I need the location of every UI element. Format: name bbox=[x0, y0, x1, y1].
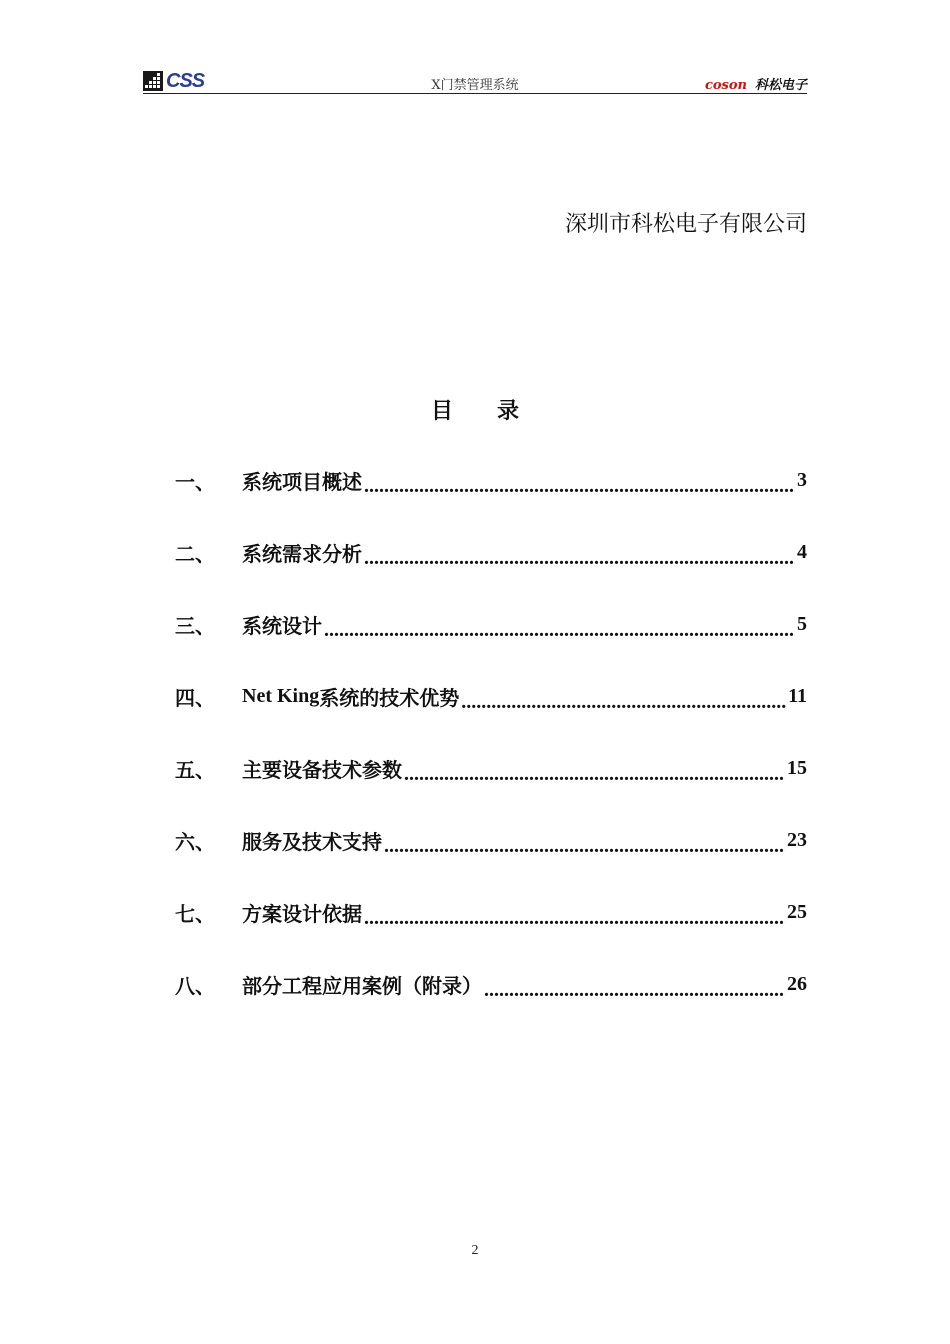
toc-entry[interactable] bbox=[175, 462, 807, 498]
toc-entry-page: 23 bbox=[787, 828, 807, 851]
toc-entry-page: 11 bbox=[788, 684, 807, 707]
table-of-contents bbox=[175, 462, 807, 1038]
toc-entry[interactable] bbox=[175, 678, 807, 714]
toc-entry-number: 四、 bbox=[175, 685, 215, 710]
toc-entry-title: 系统的技术优势 bbox=[319, 685, 460, 710]
toc-entry-number: 八、 bbox=[175, 973, 215, 998]
toc-entry-title: 系统需求分析 bbox=[242, 541, 362, 566]
toc-entry[interactable] bbox=[175, 534, 807, 570]
toc-entry-number: 五、 bbox=[175, 757, 215, 782]
page-header bbox=[143, 68, 807, 94]
toc-entry[interactable] bbox=[175, 606, 807, 642]
toc-leader bbox=[384, 833, 785, 855]
toc-entry-page: 3 bbox=[797, 468, 807, 491]
toc-entry-number: 七、 bbox=[175, 901, 215, 926]
toc-leader bbox=[404, 761, 785, 783]
toc-entry-title: 系统设计 bbox=[242, 613, 322, 638]
logo-wordmark: CSS bbox=[166, 70, 205, 92]
toc-entry-title-latin: Net King bbox=[242, 684, 320, 707]
toc-entry[interactable] bbox=[175, 894, 807, 930]
toc-entry-number: 二、 bbox=[175, 541, 215, 566]
brand-english: coson bbox=[704, 78, 747, 93]
toc-leader bbox=[364, 473, 795, 495]
toc-leader bbox=[324, 617, 795, 639]
toc-entry-page: 4 bbox=[797, 540, 807, 563]
header-brand bbox=[705, 74, 807, 93]
company-name: 深圳市科松电子有限公司 bbox=[564, 212, 807, 237]
toc-heading-right: 录 bbox=[497, 399, 520, 424]
toc-entry-number: 六、 bbox=[175, 829, 215, 854]
toc-entry-page: 15 bbox=[787, 756, 807, 779]
header-doc-title: X门禁管理系统 bbox=[431, 78, 519, 93]
toc-leader bbox=[461, 689, 786, 711]
toc-entry-page: 26 bbox=[787, 972, 807, 995]
toc-entry[interactable] bbox=[175, 822, 807, 858]
toc-entry[interactable] bbox=[175, 966, 807, 1002]
toc-entry-title: 服务及技术支持 bbox=[242, 829, 382, 854]
toc-entry-title: 系统项目概述 bbox=[242, 469, 362, 494]
toc-leader bbox=[364, 545, 795, 567]
page-number: 2 bbox=[471, 1243, 479, 1258]
toc-leader bbox=[364, 905, 785, 927]
toc-entry-number: 一、 bbox=[175, 469, 215, 494]
toc-entry[interactable] bbox=[175, 750, 807, 786]
brand-chinese: 科松电子 bbox=[754, 78, 807, 93]
toc-heading bbox=[0, 394, 950, 425]
toc-entry-title: 主要设备技术参数 bbox=[242, 757, 402, 782]
toc-entry-title: 方案设计依据 bbox=[242, 901, 362, 926]
toc-entry-title: 部分工程应用案例（附录） bbox=[242, 973, 482, 998]
toc-heading-left: 目 bbox=[430, 399, 453, 424]
toc-entry-number: 三、 bbox=[175, 613, 215, 638]
header-divider bbox=[143, 93, 807, 94]
toc-entry-page: 5 bbox=[797, 612, 807, 635]
toc-leader bbox=[484, 977, 785, 999]
toc-entry-page: 25 bbox=[787, 900, 807, 923]
